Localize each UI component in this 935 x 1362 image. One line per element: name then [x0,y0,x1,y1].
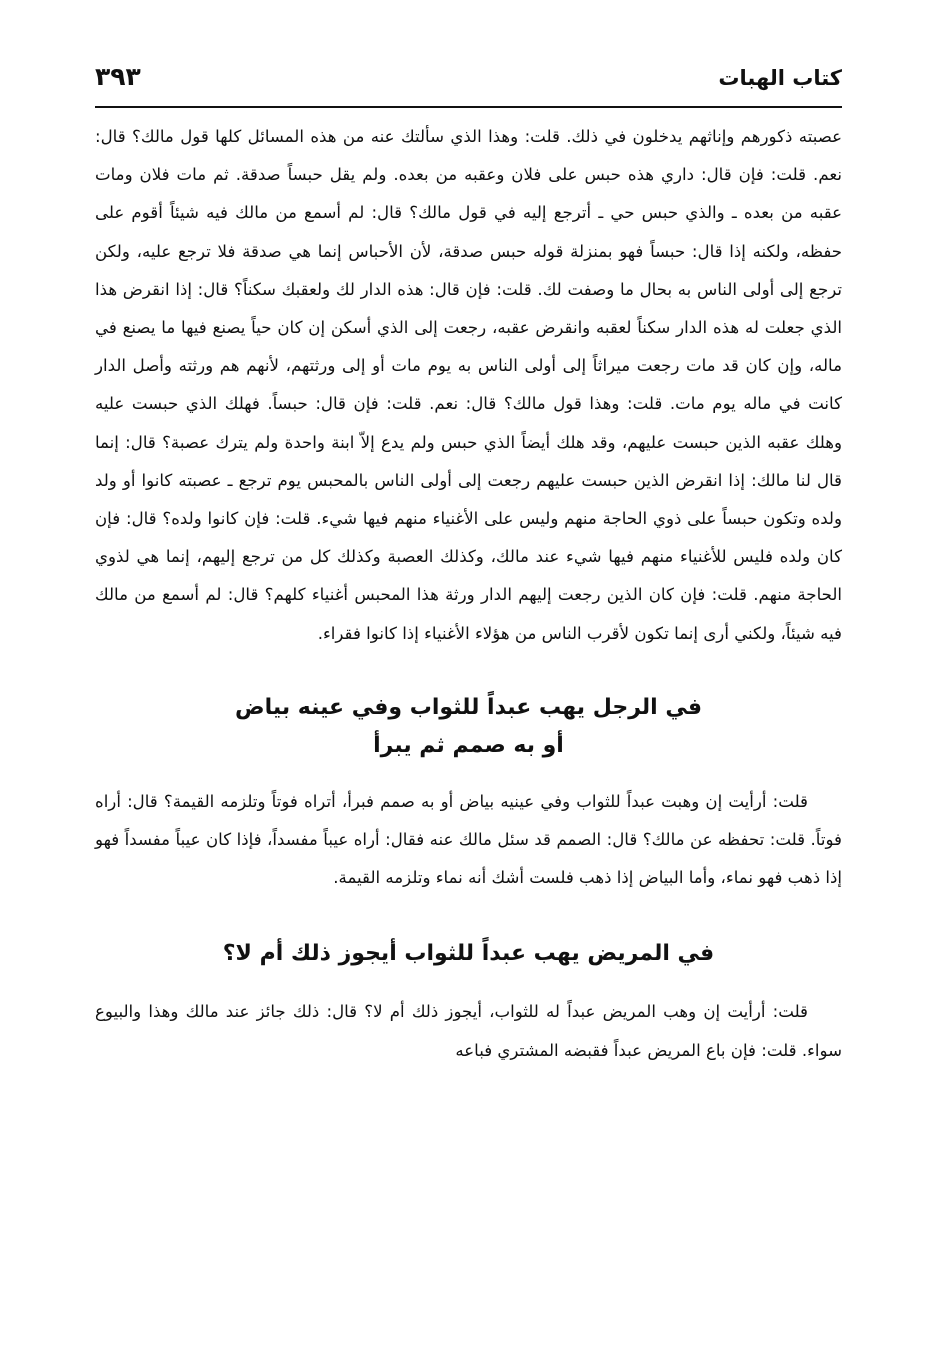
paragraph-deaf-slave: قلت: أرأيت إن وهبت عبداً للثواب وفي عينيه بياض أو به صمم فبرأ، أتراه فوتاً وتلزمه القيمة؟ قال: أراه فوتاً. قلت: تحفظه عن مالك؟ قال: الصمم قد سئل مالك عنه فقال: أراه عيباً مفسداً، فإذا كان عيباً مفسداً فهو إذا ذهب فهو نماء، وأما البياض إذا ذهب فلست أشك أنه نماء وتلزمه القيمة. [95,791,842,888]
paragraph-sick-donor: قلت: أرأيت إن وهب المريض عبداً له للثواب، أيجوز ذلك أم لا؟ قال: ذلك جائز عند مالك وهذا والبيوع سواء. قلت: فإن باع المريض عبداً فقبضه المشتري فباعه [95,1002,842,1060]
running-title: كتاب الهبات [718,66,842,90]
page-number: ٣٩٣ [95,62,141,91]
heading-line-2: أو به صمم ثم يبرأ [373,732,564,758]
section-heading-sick-donor: في المريض يهب عبداً للثواب أيجوز ذلك أم لا؟ [222,941,715,967]
page-body [95,118,842,1070]
section-heading-deaf-slave [95,689,842,765]
page-header [95,58,842,108]
paragraph-hubus: عصبته ذكورهم وإناثهم يدخلون في ذلك. قلت: وهذا الذي سألتك عنه من هذه المسائل كلها قول مالك؟ قال: نعم. قلت: فإن قال: داري هذه حبس على فلان وعقبه من بعده. ولم يقل حبساً صدقة. ثم مات فلان ومات عقبه من بعده ـ والذي حبس حي ـ أترجع إليه في قول مالك؟ قال: لم أسمع من مالك فيه شيئاً أقوم على حفظه، ولكنه إذا قال: حبساً فهو بمنزلة قوله حبس صدقة، لأن الأحباس إنما هي صدقة فلا ترجع عليه، ولكن ترجع إلى أولى الناس به بحال ما وصفت لك. قلت: فإن قال: هذه الدار لك ولعقبك سكناً؟ قال: إذا انقرض هذا الذي جعلت له هذه الدار سكناً لعقبه وانقرض عقبه، رجعت إلى الذي أسكن إن كان حياً يصنع فيها ما يصنع في ماله، وإن كان قد مات رجعت ميراثاً إلى أولى الناس به يوم مات أو إلى ورثتهم، لأنهم هم ورثته وأصل الدار كانت في ماله يوم مات. قلت: وهذا قول مالك؟ قال: نعم. قلت: فإن قال: حبساً. فهلك الذي حبست عليه وهلك عقبه الذين حبست عليهم، وقد هلك أيضاً الذي حبس ولم يدع إلاّ ابنة واحدة ولم يترك عصبة؟ قال: إنما قال لنا مالك: إذا انقرض الذين حبست عليهم رجعت إلى أولى الناس بالمحبس يوم ترجع ـ عصبته كانوا أو ولد ولده وتكون حبساً على ذوي الحاجة منهم وليس على الأغنياء منهم فيها شيء. قلت: فإن كانوا ولده؟ قال: فإن كان ولده فليس للأغنياء منهم فيها شيء عند مالك، وكذلك العصبة وكذلك كل من ترجع إليهم، إنما هي لذوي الحاجة منهم. قلت: فإن كان الذين رجعت إليهم الدار ورثة هذا المحبس أغنياء كلهم؟ قال: لم أسمع من مالك فيه شيئاً، ولكني أرى إنما تكون لأقرب الناس من هؤلاء الأغنياء إذا كانوا فقراء. [95,127,842,643]
heading-line-1: في الرجل يهب عبداً للثواب وفي عينه بياض [234,694,703,720]
